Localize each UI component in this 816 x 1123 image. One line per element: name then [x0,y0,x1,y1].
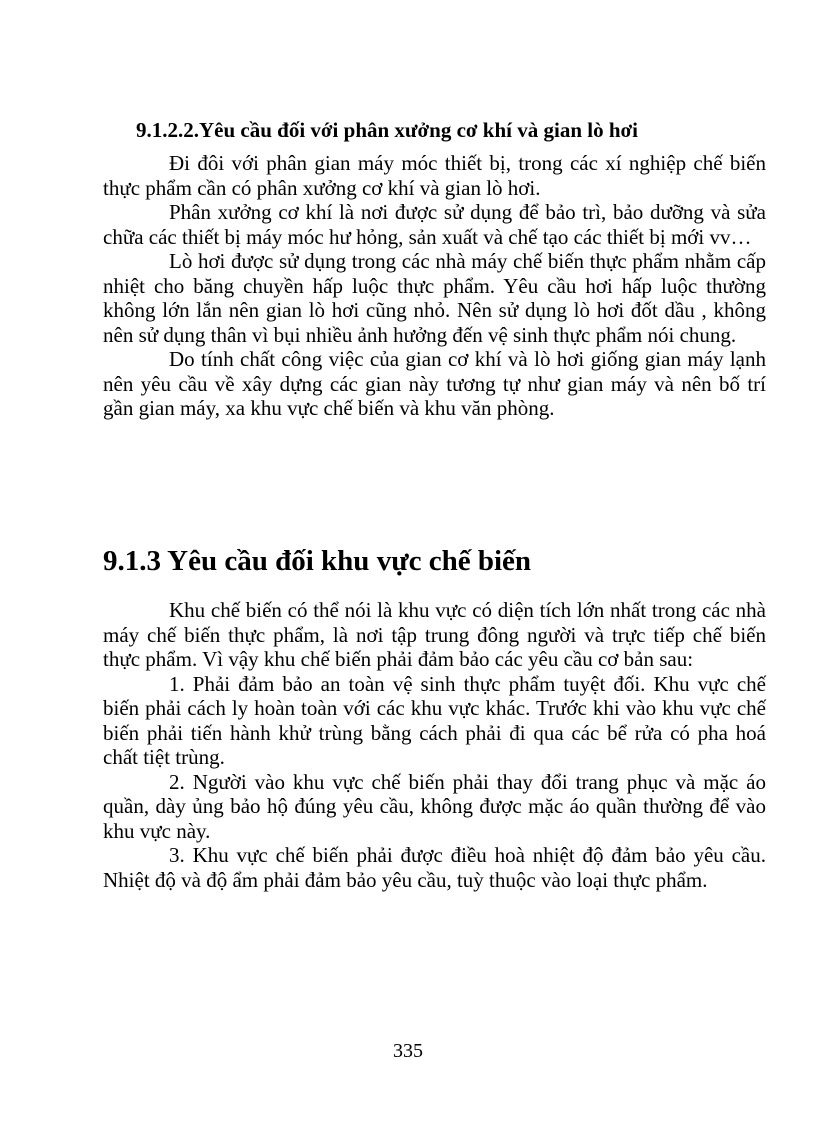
list-item: 1. Phải đảm bảo an toàn vệ sinh thực phẩm tuyệt đối. Khu vực chế biến phải cách ly hoàn toàn với các khu vực khác. Trước khi vào khu vực chế biến phải tiến hành khử trùng bằng cách phải đi qua các bể rửa có pha hoá chất tiệt trùng. [103,671,766,769]
list-item: 2. Người vào khu vực chế biến phải thay đổi trang phục và mặc áo quần, dày ủng bảo hộ đúng yêu cầu, không được mặc áo quần thường để vào khu vực này. [103,769,766,843]
subsection-body [103,151,766,421]
paragraph: Khu chế biến có thể nói là khu vực có diện tích lớn nhất trong các nhà máy chế biến thực phẩm, là nơi tập trung đông người và trực tiếp chế biến thực phẩm. Vì vậy khu chế biến phải đảm bảo các yêu cầu cơ bản sau: [103,598,766,671]
subsection-heading: 9.1.2.2.Yêu cầu đối với phân xưởng cơ khí và gian lò hơi [136,118,638,142]
paragraph: Do tính chất công việc của gian cơ khí và lò hơi giống gian máy lạnh nên yêu cầu về xây dựng các gian này tương tự như gian máy và nên bố trí gần gian máy, xa khu vực chế biến và khu văn phòng. [103,347,766,420]
page-number: 335 [393,1040,423,1062]
list-item: 3. Khu vực chế biến phải được điều hoà nhiệt độ đảm bảo yêu cầu. Nhiệt độ và độ ẩm phải đảm bảo yêu cầu, tuỳ thuộc vào loại thực phẩm. [103,843,766,892]
paragraph: Phân xưởng cơ khí là nơi được sử dụng để bảo trì, bảo dưỡng và sửa chữa các thiết bị máy móc hư hỏng, sản xuất và chế tạo các thiết bị mới vv… [103,200,766,249]
paragraph: Đi đôi với phân gian máy móc thiết bị, trong các xí nghiệp chế biến thực phẩm cần có phân xưởng cơ khí và gian lò hơi. [103,151,766,200]
section-body [103,598,766,892]
section-heading: 9.1.3 Yêu cầu đối khu vực chế biến [103,545,532,577]
paragraph: Lò hơi được sử dụng trong các nhà máy chế biến thực phẩm nhằm cấp nhiệt cho băng chuyền hấp luộc thực phẩm. Yêu cầu hơi hấp luộc thường không lớn lắn nên gian lò hơi cũng nhỏ. Nên sử dụng lò hơi đốt dầu , không nên sử dụng thân vì bụi nhiều ảnh hưởng đến vệ sinh thực phẩm nói chung. [103,249,766,347]
